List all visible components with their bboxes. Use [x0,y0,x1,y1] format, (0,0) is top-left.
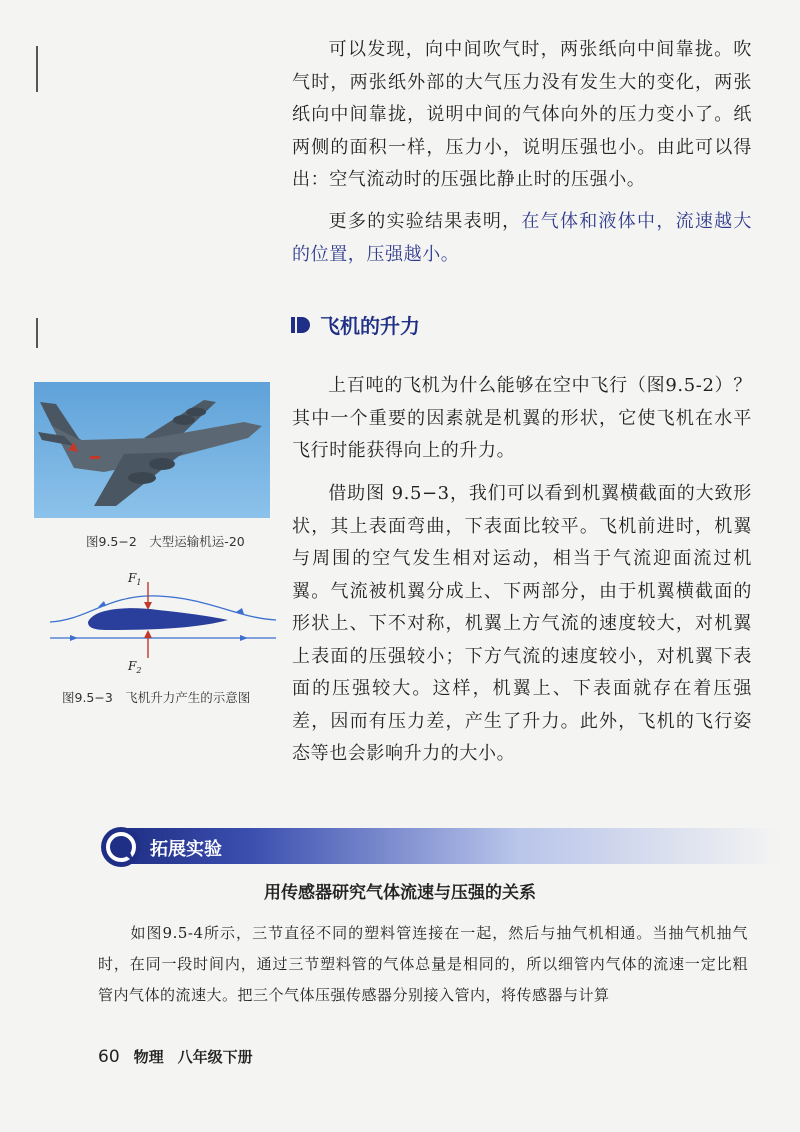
section-title: 飞机的升力 [320,314,420,338]
margin-mark [36,318,38,348]
experiment-text: 如图9.5-4所示，三节直径不同的塑料管连接在一起，然后与抽气机相通。当抽气机抽气时，在同一段时间内，通过三节塑料管的气体总量是相同的，所以细管内气体的流速一定比粗管内气体的流速大。把三个气体压强传感器分别接入管内，将传感器与计算 [98,924,748,1004]
experiment-title: 用传感器研究气体流速与压强的关系 [264,883,536,903]
extension-experiment-icon [100,826,142,868]
transport-plane-photo [34,382,270,518]
grade-name: 八年级下册 [177,1048,253,1066]
force-label-f1: $F_1$ [128,571,142,587]
figure-caption-plane: 图9.5−2 大型运输机运-20 [86,534,245,549]
page-number: 60 [98,1047,120,1067]
force-label-f2: $F_2$ [128,659,142,675]
subject-name: 物理 [133,1048,164,1066]
paragraph-conclusion: 更多的实验结果表明，在气体和液体中，流速越大的位置，压强越小。 [292,211,753,265]
page-footer [98,1046,253,1067]
section-marker-icon [290,315,310,335]
section-heading [290,310,420,339]
figure-caption-airfoil: 图9.5−3 飞机升力产生的示意图 [62,690,251,705]
paragraph-lift-question: 上百吨的飞机为什么能够在空中飞行（图9.5-2）？其中一个重要的因素就是机翼的形状，它使飞机在水平飞行时能获得向上的升力。 [292,375,752,461]
margin-mark [36,46,38,92]
airfoil-lift-diagram [48,566,278,676]
paragraph-blow-experiment: 可以发现，向中间吹气时，两张纸向中间靠拢。吹气时，两张纸外部的大气压力没有发生大的变化，两张纸向中间靠拢，说明中间的气体向外的压力变小了。纸两侧的面积一样，压力小，说明压强也小。由此可以得出：空气流动时的压强比静止时的压强小。 [292,39,752,190]
extension-label: 拓展实验 [150,839,222,860]
key-conclusion-highlight: 在气体和液体中，流速越大的位置，压强越小。 [292,211,753,265]
paragraph-wing-explanation: 借助图 9.5−3，我们可以看到机翼横截面的大致形状，其上表面弯曲，下表面比较平。飞机前进时，机翼与周围的空气发生相对运动，相当于气流迎面流过机翼。气流被机翼分成上、下两部分，由于机翼横截面的形状上、下不对称，机翼上方气流的速度较大，对机翼上表面的压强较小；下方气流的速度较小，对机翼下表面的压强较大。这样，机翼上、下表面就存在着压强差，因而有压力差，产生了升力。此外，飞机的飞行姿态等也会影响升力的大小。 [292,483,752,764]
